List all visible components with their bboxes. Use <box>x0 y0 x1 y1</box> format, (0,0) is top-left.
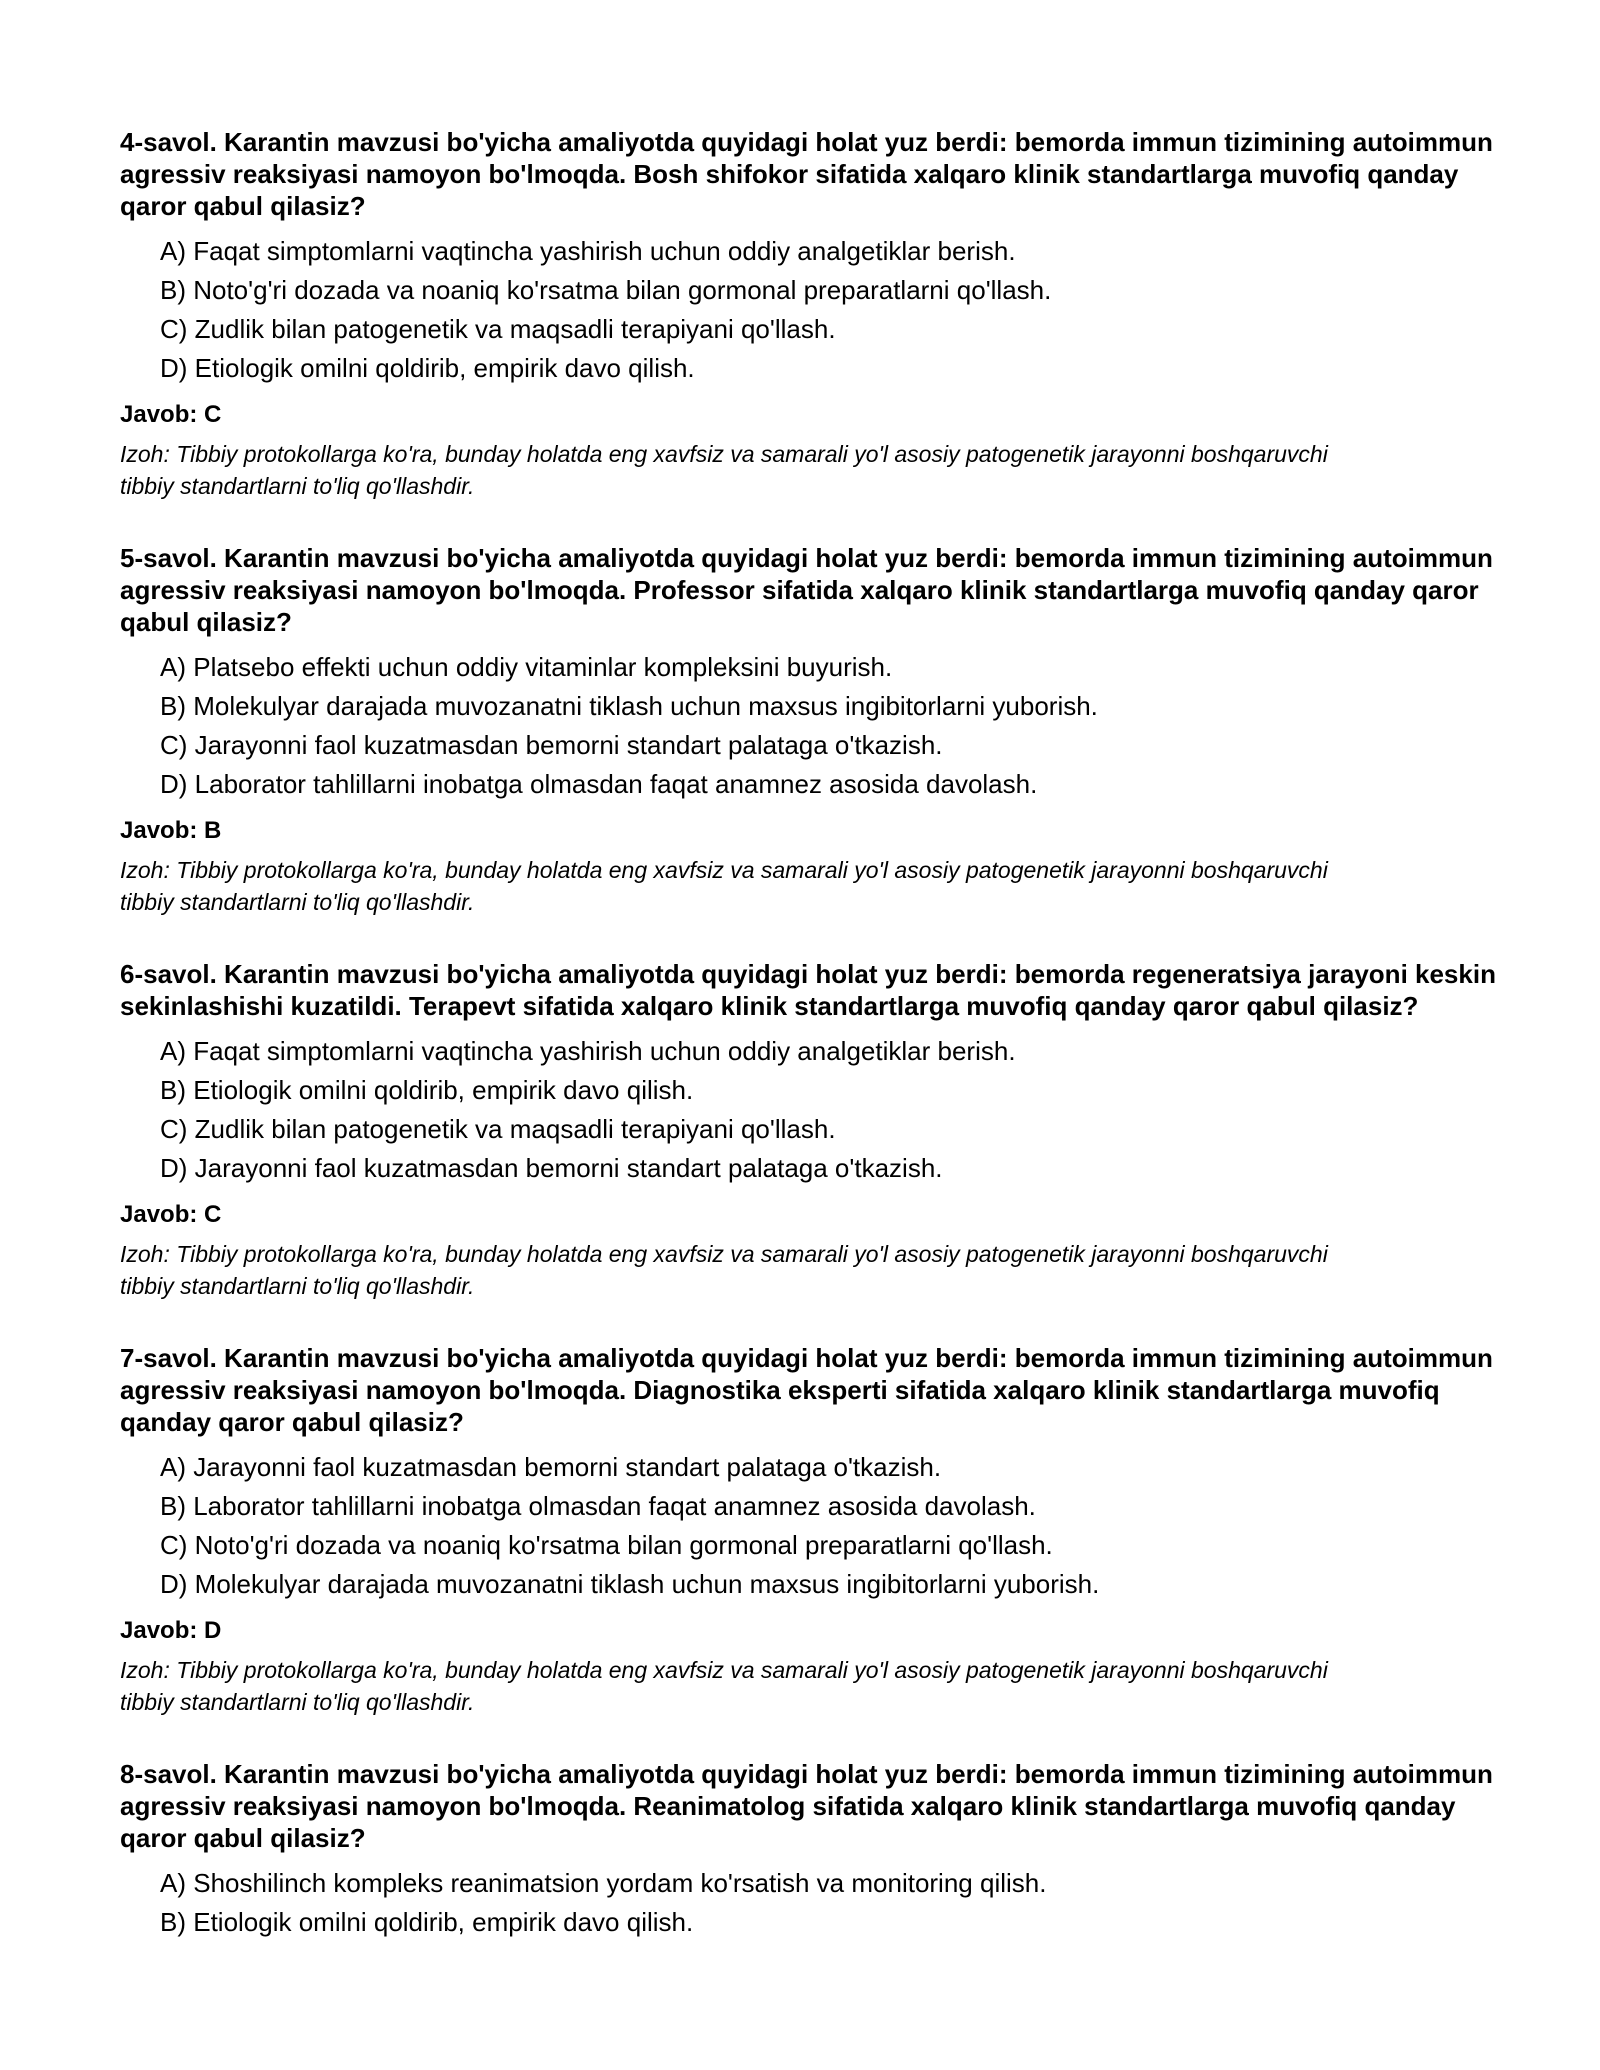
question-5 <box>120 542 1500 918</box>
option-d: D) Laborator tahlillarni inobatga olmasdan faqat anamnez asosida davolash. <box>160 769 1038 799</box>
options-list <box>120 1448 1500 1604</box>
option-c: C) Noto'g'ri dozada va noaniq ko'rsatma bilan gormonal preparatlarni qo'llash. <box>160 1530 1053 1560</box>
question-title: 6-savol. Karantin mavzusi bo'yicha amaliyotda quyidagi holat yuz berdi: bemorda regeneratsiya jarayoni keskin sekinlashishi kuzatildi. Terapevt sifatida xalqaro klinik standartlarga muvofiq qanday qaror qabul qilasiz? <box>120 959 1496 1021</box>
option-a: A) Shoshilinch kompleks reanimatsion yordam ko'rsatish va monitoring qilish. <box>160 1868 1047 1898</box>
question-title: 4-savol. Karantin mavzusi bo'yicha amaliyotda quyidagi holat yuz berdi: bemorda immun tizimining autoimmun agressiv reaksiyasi namoyon bo'lmoqda. Bosh shifokor sifatida xalqaro klinik standartlarga muvofiq qanday qaror qabul qilasiz? <box>120 127 1493 221</box>
option-d: D) Etiologik omilni qoldirib, empirik davo qilish. <box>160 353 695 383</box>
document-page <box>120 126 1500 1982</box>
answer: Javob: B <box>120 817 222 844</box>
option-b: B) Laborator tahlillarni inobatga olmasdan faqat anamnez asosida davolash. <box>160 1491 1036 1521</box>
option-c: C) Zudlik bilan patogenetik va maqsadli terapiyani qo'llash. <box>160 1114 836 1144</box>
explanation-note: Izoh: Tibbiy protokollarga ko'ra, bunday holatda eng xavfsiz va samarali yo'l asosiy patogenetik jarayonni boshqaruvchi tibbiy standartlarni to'liq qo'llashdir. <box>120 441 1328 499</box>
option-b: B) Etiologik omilni qoldirib, empirik davo qilish. <box>160 1075 694 1105</box>
question-4 <box>120 126 1500 502</box>
answer: Javob: C <box>120 1201 222 1228</box>
option-a: A) Faqat simptomlarni vaqtincha yashirish uchun oddiy analgetiklar berish. <box>160 236 1016 266</box>
option-d: D) Jarayonni faol kuzatmasdan bemorni standart palataga o'tkazish. <box>160 1153 943 1183</box>
answer: Javob: C <box>120 401 222 428</box>
answer: Javob: D <box>120 1617 222 1644</box>
options-list <box>120 232 1500 388</box>
option-d: D) Molekulyar darajada muvozanatni tiklash uchun maxsus ingibitorlarni yuborish. <box>160 1569 1100 1599</box>
question-8 <box>120 1758 1500 1942</box>
option-a: A) Platsebo effekti uchun oddiy vitaminlar kompleksini buyurish. <box>160 652 893 682</box>
option-b: B) Etiologik omilni qoldirib, empirik davo qilish. <box>160 1907 694 1937</box>
option-c: C) Zudlik bilan patogenetik va maqsadli terapiyani qo'llash. <box>160 314 836 344</box>
question-7 <box>120 1342 1500 1718</box>
option-b: B) Noto'g'ri dozada va noaniq ko'rsatma bilan gormonal preparatlarni qo'llash. <box>160 275 1052 305</box>
option-a: A) Jarayonni faol kuzatmasdan bemorni standart palataga o'tkazish. <box>160 1452 942 1482</box>
question-title: 8-savol. Karantin mavzusi bo'yicha amaliyotda quyidagi holat yuz berdi: bemorda immun tizimining autoimmun agressiv reaksiyasi namoyon bo'lmoqda. Reanimatolog sifatida xalqaro klinik standartlarga muvofiq qanday qaror qabul qilasiz? <box>120 1759 1493 1853</box>
explanation-note: Izoh: Tibbiy protokollarga ko'ra, bunday holatda eng xavfsiz va samarali yo'l asosiy patogenetik jarayonni boshqaruvchi tibbiy standartlarni to'liq qo'llashdir. <box>120 1657 1328 1715</box>
question-title: 7-savol. Karantin mavzusi bo'yicha amaliyotda quyidagi holat yuz berdi: bemorda immun tizimining autoimmun agressiv reaksiyasi namoyon bo'lmoqda. Diagnostika eksperti sifatida xalqaro klinik standartlarga muvofiq qanday qaror qabul qilasiz? <box>120 1343 1493 1437</box>
options-list <box>120 648 1500 804</box>
option-a: A) Faqat simptomlarni vaqtincha yashirish uchun oddiy analgetiklar berish. <box>160 1036 1016 1066</box>
options-list <box>120 1032 1500 1188</box>
question-title: 5-savol. Karantin mavzusi bo'yicha amaliyotda quyidagi holat yuz berdi: bemorda immun tizimining autoimmun agressiv reaksiyasi namoyon bo'lmoqda. Professor sifatida xalqaro klinik standartlarga muvofiq qanday qaror qabul qilasiz? <box>120 543 1493 637</box>
explanation-note: Izoh: Tibbiy protokollarga ko'ra, bunday holatda eng xavfsiz va samarali yo'l asosiy patogenetik jarayonni boshqaruvchi tibbiy standartlarni to'liq qo'llashdir. <box>120 857 1328 915</box>
option-c: C) Jarayonni faol kuzatmasdan bemorni standart palataga o'tkazish. <box>160 730 943 760</box>
options-list <box>120 1864 1500 1942</box>
option-b: B) Molekulyar darajada muvozanatni tiklash uchun maxsus ingibitorlarni yuborish. <box>160 691 1098 721</box>
question-6 <box>120 958 1500 1302</box>
explanation-note: Izoh: Tibbiy protokollarga ko'ra, bunday holatda eng xavfsiz va samarali yo'l asosiy patogenetik jarayonni boshqaruvchi tibbiy standartlarni to'liq qo'llashdir. <box>120 1241 1328 1299</box>
